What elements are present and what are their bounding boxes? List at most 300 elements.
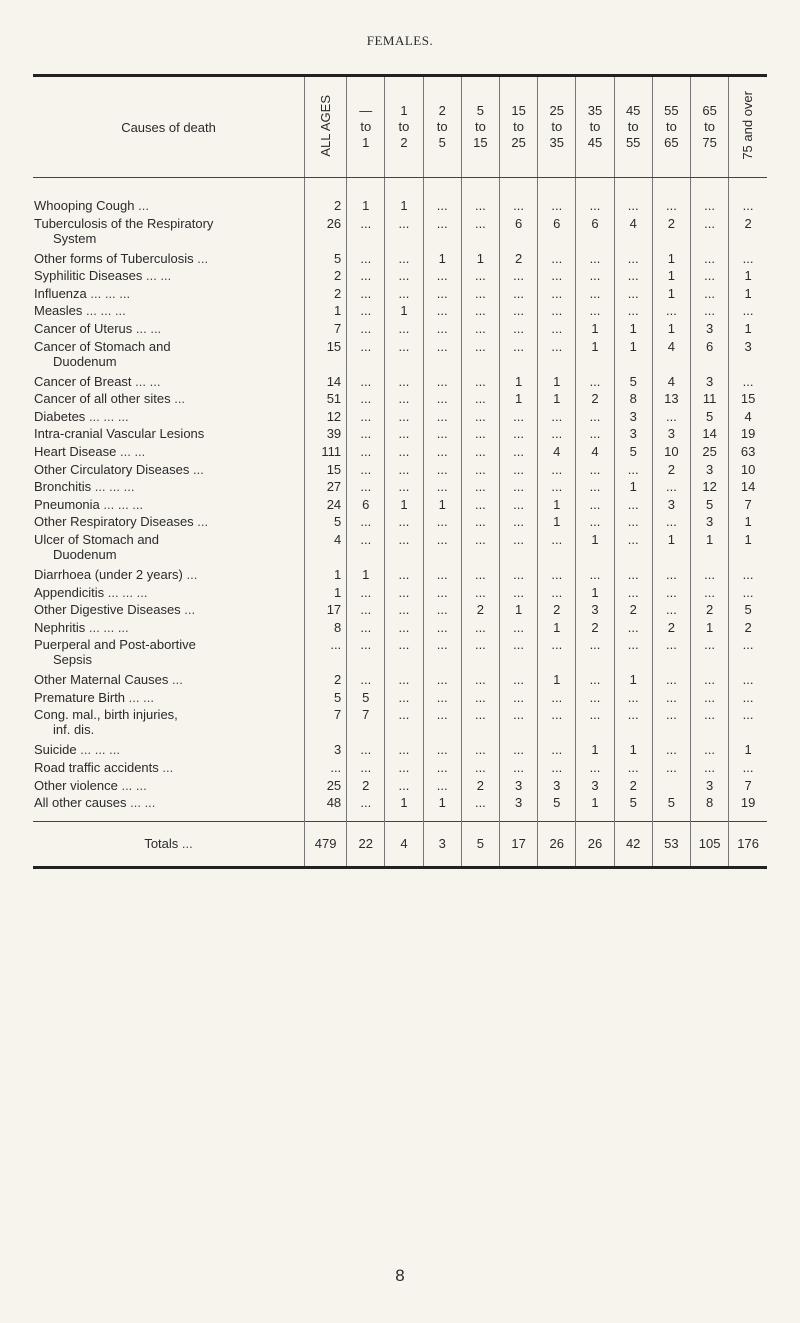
table-row xyxy=(33,374,767,392)
leader-dots: ... xyxy=(197,250,209,266)
age-group-value: ... xyxy=(614,620,652,638)
age-group-value: ... xyxy=(576,409,614,427)
age-group-value: ... xyxy=(499,672,537,690)
age-group-value: ... xyxy=(385,426,423,444)
age-group-value: ... xyxy=(614,707,652,742)
age-group-value: ... xyxy=(461,268,499,286)
all-ages-value: 2 xyxy=(305,672,347,690)
age-group-value: 5 xyxy=(691,409,729,427)
age-group-value: 3 xyxy=(729,339,767,374)
age-group-value: 15 xyxy=(729,391,767,409)
age-group-value: ... xyxy=(691,690,729,708)
age-group-value: ... xyxy=(576,303,614,321)
age-group-value: 3 xyxy=(652,497,690,515)
age-group-value: ... xyxy=(691,198,729,216)
age-group-value: ... xyxy=(652,479,690,497)
cause-of-death-cell xyxy=(33,567,305,585)
age-group-value: ... xyxy=(461,795,499,813)
age-range-label xyxy=(347,103,384,151)
table-row xyxy=(33,690,767,708)
age-range-bot: 35 xyxy=(549,135,565,150)
spacer-cell xyxy=(305,813,347,822)
age-group-value: ... xyxy=(576,286,614,304)
age-group-value: ... xyxy=(385,391,423,409)
age-group-value: 3 xyxy=(614,426,652,444)
age-group-value: ... xyxy=(576,567,614,585)
cause-of-death-cell xyxy=(33,637,305,672)
age-group-value: 4 xyxy=(729,409,767,427)
age-range-bot: 55 xyxy=(625,135,641,150)
table-header xyxy=(33,76,767,178)
age-range-bot: 45 xyxy=(587,135,603,150)
age-group-value: ... xyxy=(538,707,576,742)
age-group-value: ... xyxy=(691,251,729,269)
age-group-value: 2 xyxy=(652,620,690,638)
age-group-value: ... xyxy=(538,532,576,567)
age-group-value: 2 xyxy=(729,620,767,638)
all-ages-value: 111 xyxy=(305,444,347,462)
table-row xyxy=(33,303,767,321)
cause-of-death-cell xyxy=(33,795,305,813)
header-age-group xyxy=(576,76,614,178)
age-group-value: ... xyxy=(423,374,461,392)
table-row xyxy=(33,198,767,216)
cause-label: Premature Birth xyxy=(34,689,126,705)
table-row xyxy=(33,637,767,672)
age-group-value: ... xyxy=(423,444,461,462)
age-group-value: ... xyxy=(423,620,461,638)
age-group-value: ... xyxy=(461,620,499,638)
age-range-mid: to xyxy=(474,119,486,134)
age-range-label xyxy=(691,103,728,151)
age-range-label xyxy=(576,103,613,151)
age-group-value: 2 xyxy=(461,602,499,620)
age-group-value: 1 xyxy=(576,585,614,603)
all-ages-value: 7 xyxy=(305,321,347,339)
age-group-value: ... xyxy=(423,268,461,286)
all-ages-value: ... xyxy=(305,637,347,672)
age-group-value: ... xyxy=(499,514,537,532)
all-ages-value: 24 xyxy=(305,497,347,515)
age-group-value: 2 xyxy=(614,602,652,620)
age-group-value: 1 xyxy=(729,268,767,286)
age-range-mid: to xyxy=(436,119,448,134)
spacer-cell xyxy=(614,178,652,199)
age-group-value: ... xyxy=(614,690,652,708)
age-group-value: 5 xyxy=(614,374,652,392)
age-group-value: ... xyxy=(385,444,423,462)
age-group-value: ... xyxy=(538,303,576,321)
cause-label: Intra-cranial Vascular Lesions xyxy=(34,426,205,442)
age-group-value: ... xyxy=(691,672,729,690)
age-group-value: ... xyxy=(652,585,690,603)
age-group-value: 3 xyxy=(538,778,576,796)
header-row xyxy=(33,76,767,178)
cause-label-continued: Sepsis xyxy=(53,652,93,668)
header-age-group xyxy=(499,76,537,178)
age-group-value: 7 xyxy=(729,497,767,515)
age-group-value: ... xyxy=(652,303,690,321)
age-group-value: ... xyxy=(576,672,614,690)
age-group-value: ... xyxy=(499,690,537,708)
age-group-value: ... xyxy=(347,339,385,374)
age-group-value: 1 xyxy=(385,303,423,321)
table-row xyxy=(33,567,767,585)
age-group-value: 3 xyxy=(691,462,729,480)
age-group-value: ... xyxy=(499,637,537,672)
leader-dots: ... xyxy=(162,760,174,776)
age-group-value: 2 xyxy=(499,251,537,269)
age-group-value: ... xyxy=(347,268,385,286)
age-group-value: ... xyxy=(385,532,423,567)
age-group-value: 2 xyxy=(652,216,690,251)
all-ages-value: 2 xyxy=(305,268,347,286)
cause-of-death-cell xyxy=(33,620,305,638)
cause-label: Ulcer of Stomach and xyxy=(34,531,160,547)
age-group-value: ... xyxy=(423,462,461,480)
age-group-value: 25 xyxy=(691,444,729,462)
cause-label: Road traffic accidents xyxy=(34,760,159,776)
age-group-value: 1 xyxy=(423,251,461,269)
age-group-value: 4 xyxy=(538,444,576,462)
age-group-value: ... xyxy=(423,672,461,690)
all-ages-value: 48 xyxy=(305,795,347,813)
age-group-value: ... xyxy=(538,462,576,480)
age-group-value: 1 xyxy=(538,391,576,409)
age-group-value: 2 xyxy=(461,778,499,796)
cause-of-death-cell xyxy=(33,444,305,462)
age-group-value: 3 xyxy=(652,426,690,444)
age-group-value: ... xyxy=(423,479,461,497)
age-group-value: 3 xyxy=(691,778,729,796)
age-group-value: ... xyxy=(614,514,652,532)
cause-of-death-cell xyxy=(33,303,305,321)
age-group-value: 8 xyxy=(614,391,652,409)
age-group-value: 6 xyxy=(691,339,729,374)
cause-of-death-cell xyxy=(33,672,305,690)
age-group-value: ... xyxy=(499,742,537,760)
age-group-value: ... xyxy=(652,514,690,532)
spacer-cell xyxy=(652,813,690,822)
cause-label: Other Maternal Causes xyxy=(34,672,169,688)
table-row xyxy=(33,778,767,796)
total-value: 4 xyxy=(385,821,423,867)
age-group-value: 1 xyxy=(729,321,767,339)
age-group-value: 1 xyxy=(652,251,690,269)
age-group-value: ... xyxy=(347,251,385,269)
header-causes-of-death: Causes of death xyxy=(33,76,305,178)
spacer-cell xyxy=(33,178,305,199)
age-group-value: ... xyxy=(347,321,385,339)
cause-of-death-cell xyxy=(33,514,305,532)
age-group-value: ... xyxy=(729,690,767,708)
age-group-value: ... xyxy=(461,462,499,480)
cause-of-death-cell xyxy=(33,690,305,708)
table-row xyxy=(33,462,767,480)
age-group-value: ... xyxy=(347,479,385,497)
all-ages-value: 1 xyxy=(305,585,347,603)
age-group-value: ... xyxy=(538,251,576,269)
age-group-value: ... xyxy=(385,690,423,708)
cause-label: Measles xyxy=(34,303,83,319)
age-group-value: ... xyxy=(461,321,499,339)
age-group-value: ... xyxy=(614,567,652,585)
age-group-value: ... xyxy=(423,426,461,444)
age-group-value: 12 xyxy=(691,479,729,497)
age-group-value: ... xyxy=(385,409,423,427)
age-group-value: ... xyxy=(576,760,614,778)
all-ages-value: 5 xyxy=(305,514,347,532)
age-group-value: ... xyxy=(461,707,499,742)
age-group-value: ... xyxy=(499,567,537,585)
cause-of-death-cell xyxy=(33,497,305,515)
age-group-value: ... xyxy=(347,303,385,321)
age-group-value: ... xyxy=(385,479,423,497)
age-group-value: ... xyxy=(691,637,729,672)
total-value: 105 xyxy=(691,821,729,867)
age-group-value: ... xyxy=(652,409,690,427)
header-age-group xyxy=(385,76,423,178)
age-range-bot: 75 xyxy=(702,135,717,150)
age-group-value: ... xyxy=(499,585,537,603)
age-group-value: ... xyxy=(423,602,461,620)
age-group-value: ... xyxy=(423,216,461,251)
age-group-value: ... xyxy=(385,672,423,690)
leader-dots: ... xyxy=(197,514,209,530)
cause-label: Cancer of Breast xyxy=(34,373,132,389)
age-group-value: 10 xyxy=(652,444,690,462)
age-group-value: ... xyxy=(538,286,576,304)
age-group-value: ... xyxy=(385,514,423,532)
age-group-value: ... xyxy=(423,391,461,409)
cause-of-death-cell xyxy=(33,532,305,567)
age-group-value: ... xyxy=(385,602,423,620)
header-age-group xyxy=(347,76,385,178)
age-group-value: ... xyxy=(347,672,385,690)
age-group-value: 10 xyxy=(729,462,767,480)
age-group-value: ... xyxy=(423,286,461,304)
age-range-bot: 2 xyxy=(400,135,408,150)
age-group-value: ... xyxy=(385,216,423,251)
leader-dots: ... ... xyxy=(120,443,146,459)
age-group-value: ... xyxy=(385,637,423,672)
age-group-value: ... xyxy=(729,585,767,603)
age-group-value: ... xyxy=(347,795,385,813)
spacer-cell xyxy=(423,813,461,822)
age-group-value: ... xyxy=(423,303,461,321)
header-age-group xyxy=(423,76,461,178)
age-group-value: 63 xyxy=(729,444,767,462)
age-range-bot: 25 xyxy=(511,135,526,150)
cause-label-continued: inf. dis. xyxy=(53,722,95,738)
spacer-cell xyxy=(729,178,767,199)
age-group-value: ... xyxy=(385,760,423,778)
total-value: 176 xyxy=(729,821,767,867)
leader-dots: ... ... xyxy=(135,373,161,389)
header-age-group xyxy=(652,76,690,178)
age-group-value: ... xyxy=(423,690,461,708)
cause-label: Appendicitis xyxy=(34,584,105,600)
all-ages-value: 27 xyxy=(305,479,347,497)
age-group-value: ... xyxy=(499,532,537,567)
age-range-mid: to xyxy=(513,119,524,134)
age-group-value: ... xyxy=(576,268,614,286)
age-group-value: 3 xyxy=(691,514,729,532)
age-group-value: ... xyxy=(461,303,499,321)
cause-of-death-cell xyxy=(33,409,305,427)
cause-of-death-cell xyxy=(33,374,305,392)
age-group-value: 1 xyxy=(538,514,576,532)
cause-label: Whooping Cough xyxy=(34,198,135,213)
table-row xyxy=(33,795,767,813)
leader-dots: ... ... ... xyxy=(103,496,144,512)
age-group-value: 2 xyxy=(576,620,614,638)
table-row xyxy=(33,760,767,778)
age-group-value: ... xyxy=(385,567,423,585)
age-range-label xyxy=(385,103,422,151)
age-group-value: 2 xyxy=(691,602,729,620)
leader-dots: ... ... ... xyxy=(80,742,120,758)
age-group-value: ... xyxy=(499,409,537,427)
age-group-value: ... xyxy=(347,286,385,304)
age-group-value: ... xyxy=(576,497,614,515)
age-group-value: ... xyxy=(499,479,537,497)
age-group-value: 13 xyxy=(652,391,690,409)
age-group-value: 1 xyxy=(729,286,767,304)
age-group-value: 1 xyxy=(538,497,576,515)
age-group-value: 3 xyxy=(691,374,729,392)
table-row xyxy=(33,216,767,251)
leader-dots: ... xyxy=(138,198,149,213)
age-group-value: ... xyxy=(652,567,690,585)
leader-dots: ... ... xyxy=(135,320,162,336)
age-group-value: 1 xyxy=(499,602,537,620)
cause-label-continued: Duodenum xyxy=(53,353,117,369)
header-75-and-over xyxy=(729,76,767,178)
cause-of-death-cell xyxy=(33,462,305,480)
all-ages-value: 39 xyxy=(305,426,347,444)
leader-dots: ... xyxy=(184,602,196,618)
leader-dots: ... ... ... xyxy=(88,408,129,424)
all-ages-value: 15 xyxy=(305,339,347,374)
cause-label: Tuberculosis of the Respiratory xyxy=(34,215,214,231)
cause-label: Other Circulatory Diseases xyxy=(34,461,190,477)
header-all-ages-label: ALL AGES xyxy=(317,94,333,157)
age-group-value: ... xyxy=(538,567,576,585)
cause-of-death-cell xyxy=(33,339,305,374)
age-group-value: ... xyxy=(614,462,652,480)
header-75-and-over-label: 75 and over xyxy=(740,91,756,160)
age-group-value: ... xyxy=(499,268,537,286)
table-row xyxy=(33,251,767,269)
spacer-cell xyxy=(652,178,690,199)
age-group-value: ... xyxy=(576,462,614,480)
age-range-top: 15 xyxy=(511,103,526,118)
age-group-value: ... xyxy=(423,760,461,778)
age-group-value: ... xyxy=(652,602,690,620)
age-group-value: ... xyxy=(423,532,461,567)
table-body xyxy=(33,178,767,868)
age-group-value: ... xyxy=(499,339,537,374)
age-group-value: ... xyxy=(576,637,614,672)
age-group-value: ... xyxy=(538,339,576,374)
cause-label: Diabetes xyxy=(34,408,86,424)
age-group-value: 1 xyxy=(729,742,767,760)
all-ages-value: 14 xyxy=(305,374,347,392)
spacer-cell xyxy=(347,813,385,822)
leader-dots: ... ... ... xyxy=(86,303,126,319)
age-range-label xyxy=(653,103,690,151)
age-group-value: 1 xyxy=(423,795,461,813)
age-group-value: ... xyxy=(347,637,385,672)
cause-of-death-cell xyxy=(33,760,305,778)
age-group-value: ... xyxy=(499,497,537,515)
table-row xyxy=(33,339,767,374)
age-group-value: ... xyxy=(499,462,537,480)
age-group-value: 19 xyxy=(729,795,767,813)
age-group-value: 1 xyxy=(385,497,423,515)
spacer-cell xyxy=(347,178,385,199)
age-group-value: ... xyxy=(385,778,423,796)
cause-label-continued: Duodenum xyxy=(53,546,117,562)
age-group-value: 2 xyxy=(729,216,767,251)
age-group-value: ... xyxy=(347,426,385,444)
cause-label: Cancer of all other sites xyxy=(34,391,171,407)
age-group-value: ... xyxy=(576,251,614,269)
age-group-value: 6 xyxy=(538,216,576,251)
header-age-group xyxy=(538,76,576,178)
total-value: 17 xyxy=(499,821,537,867)
age-group-value: ... xyxy=(423,339,461,374)
table-row xyxy=(33,742,767,760)
age-group-value: 1 xyxy=(614,672,652,690)
leader-dots: ... xyxy=(186,566,198,582)
age-group-value: ... xyxy=(461,286,499,304)
all-ages-value: 3 xyxy=(305,742,347,760)
age-group-value: ... xyxy=(423,742,461,760)
all-ages-value: 7 xyxy=(305,707,347,742)
age-range-label xyxy=(615,103,652,151)
age-group-value: 1 xyxy=(385,198,423,216)
spacer-cell xyxy=(538,813,576,822)
leader-dots: ... ... xyxy=(121,777,147,793)
age-group-value: 1 xyxy=(576,321,614,339)
age-group-value: ... xyxy=(423,637,461,672)
age-range-top: 55 xyxy=(664,103,679,118)
age-range-top: 5 xyxy=(476,103,484,118)
age-group-value: ... xyxy=(499,707,537,742)
age-range-top: 45 xyxy=(625,103,641,118)
cause-label: Other Respiratory Diseases xyxy=(34,514,194,530)
age-group-value: ... xyxy=(729,374,767,392)
age-group-value: ... xyxy=(729,637,767,672)
age-group-value: ... xyxy=(423,778,461,796)
leader-dots: ... xyxy=(192,461,204,477)
age-group-value: ... xyxy=(652,672,690,690)
all-ages-value: 5 xyxy=(305,690,347,708)
age-group-value: 1 xyxy=(347,198,385,216)
age-group-value: ... xyxy=(614,532,652,567)
age-group-value: ... xyxy=(499,760,537,778)
age-group-value: ... xyxy=(347,444,385,462)
table-row xyxy=(33,532,767,567)
age-group-value: 1 xyxy=(499,374,537,392)
table-row xyxy=(33,426,767,444)
spacer-cell xyxy=(576,178,614,199)
age-group-value: 1 xyxy=(729,532,767,567)
age-group-value: ... xyxy=(691,268,729,286)
age-range-bot: 15 xyxy=(473,135,488,150)
